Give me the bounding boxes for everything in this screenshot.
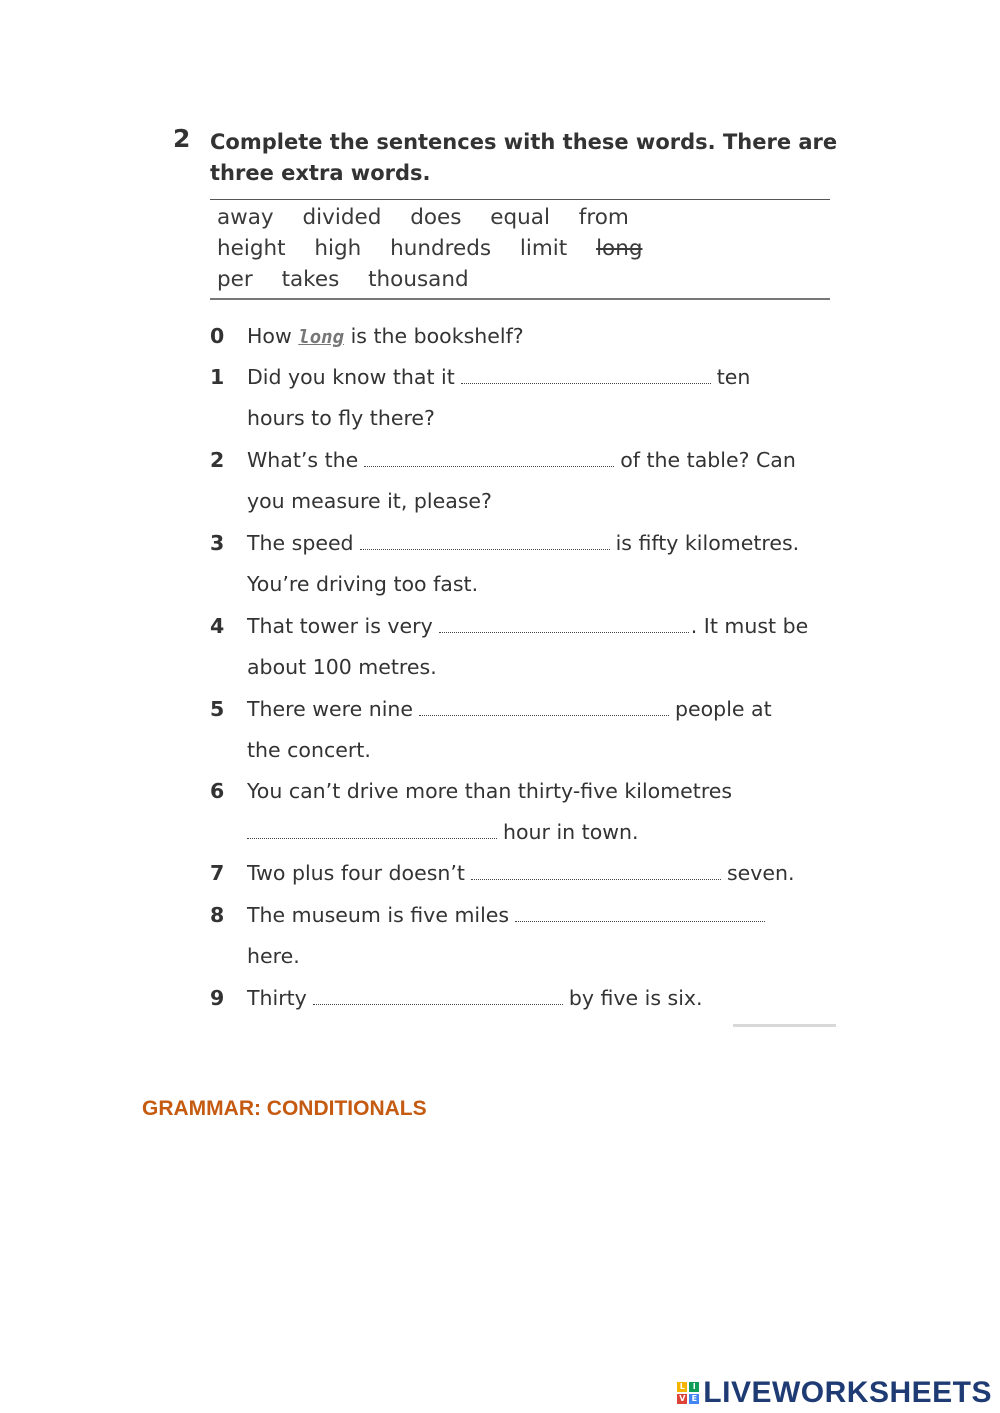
logo-mark-icon: [677, 1382, 699, 1404]
logo-mark-letter: V: [679, 1394, 686, 1403]
answer-blank-2[interactable]: [364, 465, 614, 467]
exercise-number: 2: [173, 124, 191, 153]
word-box-bottom-rule: [210, 298, 830, 300]
sentence-text: is the bookshelf?: [350, 324, 524, 348]
word: height: [217, 236, 286, 261]
sentence-line2: hours to fly there?: [247, 406, 435, 430]
sentence-text: is fifty kilometres.: [615, 531, 800, 555]
sentence-text: seven.: [726, 861, 795, 885]
word: divided: [302, 205, 382, 230]
sentence-number: 5: [210, 697, 225, 721]
sentence-text: How: [247, 324, 292, 348]
sentence-number: 1: [210, 365, 225, 389]
word: hundreds: [390, 236, 492, 261]
logo-text: LIVEWORKSHEETS: [703, 1376, 992, 1409]
word-crossed-out: long: [596, 236, 643, 261]
sentence-1: [210, 357, 840, 439]
sentence-text: Two plus four doesn’t: [247, 861, 465, 885]
sentence-0: [210, 316, 840, 358]
divider: [733, 1024, 836, 1027]
sentence-line2: here.: [247, 944, 300, 968]
sentence-text: by five is six.: [568, 986, 703, 1010]
word-row-3: [217, 264, 817, 295]
answer-blank-3[interactable]: [360, 548, 610, 550]
answer-blank-7[interactable]: [471, 878, 721, 880]
sentence-text: people at: [675, 697, 772, 721]
word: per: [217, 267, 253, 292]
logo-mark-letter: L: [677, 1382, 687, 1392]
sentence-text: of the table? Can: [620, 448, 796, 472]
word: limit: [519, 236, 568, 261]
word: does: [410, 205, 462, 230]
word-box-top-rule: [210, 199, 830, 200]
answer-blank-1[interactable]: [461, 382, 711, 384]
sentence-number: 6: [210, 779, 225, 803]
answer-blank-9[interactable]: [313, 1003, 563, 1005]
answer-blank-5[interactable]: [419, 714, 669, 716]
word: thousand: [368, 267, 469, 292]
word-row-1: [217, 202, 817, 233]
sentence-9: [210, 978, 840, 1019]
sentence-number: 8: [210, 903, 225, 927]
sentence-text: hour in town.: [503, 820, 639, 844]
logo-mark-letter: E: [689, 1394, 699, 1404]
word: equal: [490, 205, 550, 230]
sentence-8: [210, 895, 840, 977]
liveworksheets-logo: [677, 1376, 992, 1410]
sentence-text: There were nine: [247, 697, 414, 721]
word: high: [314, 236, 362, 261]
example-answer: long: [298, 326, 345, 348]
sentence-line2: the concert.: [247, 738, 371, 762]
sentence-3: [210, 523, 840, 605]
sentence-number: 9: [210, 986, 225, 1010]
answer-blank-8[interactable]: [515, 920, 765, 922]
word: from: [578, 205, 629, 230]
sentence-text: What’s the: [247, 448, 359, 472]
answer-blank-6[interactable]: [247, 837, 497, 839]
sentence-text: That tower is very: [247, 614, 433, 638]
sentence-5: [210, 689, 840, 771]
answer-blank-4[interactable]: [439, 631, 689, 633]
sentence-7: [210, 853, 840, 894]
sentence-6: [210, 771, 840, 853]
sentence-number: 3: [210, 531, 225, 555]
sentence-number: 7: [210, 861, 225, 885]
logo-mark-letter: I: [689, 1382, 699, 1392]
sentence-line2: You’re driving too fast.: [247, 572, 479, 596]
sentence-4: [210, 606, 840, 688]
word-row-2: [217, 233, 817, 264]
sentence-text: The speed: [247, 531, 354, 555]
sentence-number: 4: [210, 614, 225, 638]
word: takes: [281, 267, 340, 292]
sentence-line2: about 100 metres.: [247, 655, 437, 679]
sentence-2: [210, 440, 840, 522]
section-heading: GRAMMAR: CONDITIONALS: [142, 1097, 427, 1120]
word: away: [217, 205, 274, 230]
sentence-text: The museum is five miles: [247, 903, 510, 927]
word-box: [217, 202, 817, 295]
sentence-text: Thirty: [247, 986, 307, 1010]
sentence-line2: you measure it, please?: [247, 489, 492, 513]
sentence-text: Did you know that it: [247, 365, 455, 389]
sentence-number: 0: [210, 324, 225, 348]
sentence-text: ten: [716, 365, 751, 389]
sentence-text: . It must be: [690, 614, 809, 638]
exercise-instruction: Complete the sentences with these words. There are three extra words.: [210, 130, 838, 185]
sentence-number: 2: [210, 448, 225, 472]
sentence-text: You can’t drive more than thirty-five kilometres: [247, 779, 733, 803]
